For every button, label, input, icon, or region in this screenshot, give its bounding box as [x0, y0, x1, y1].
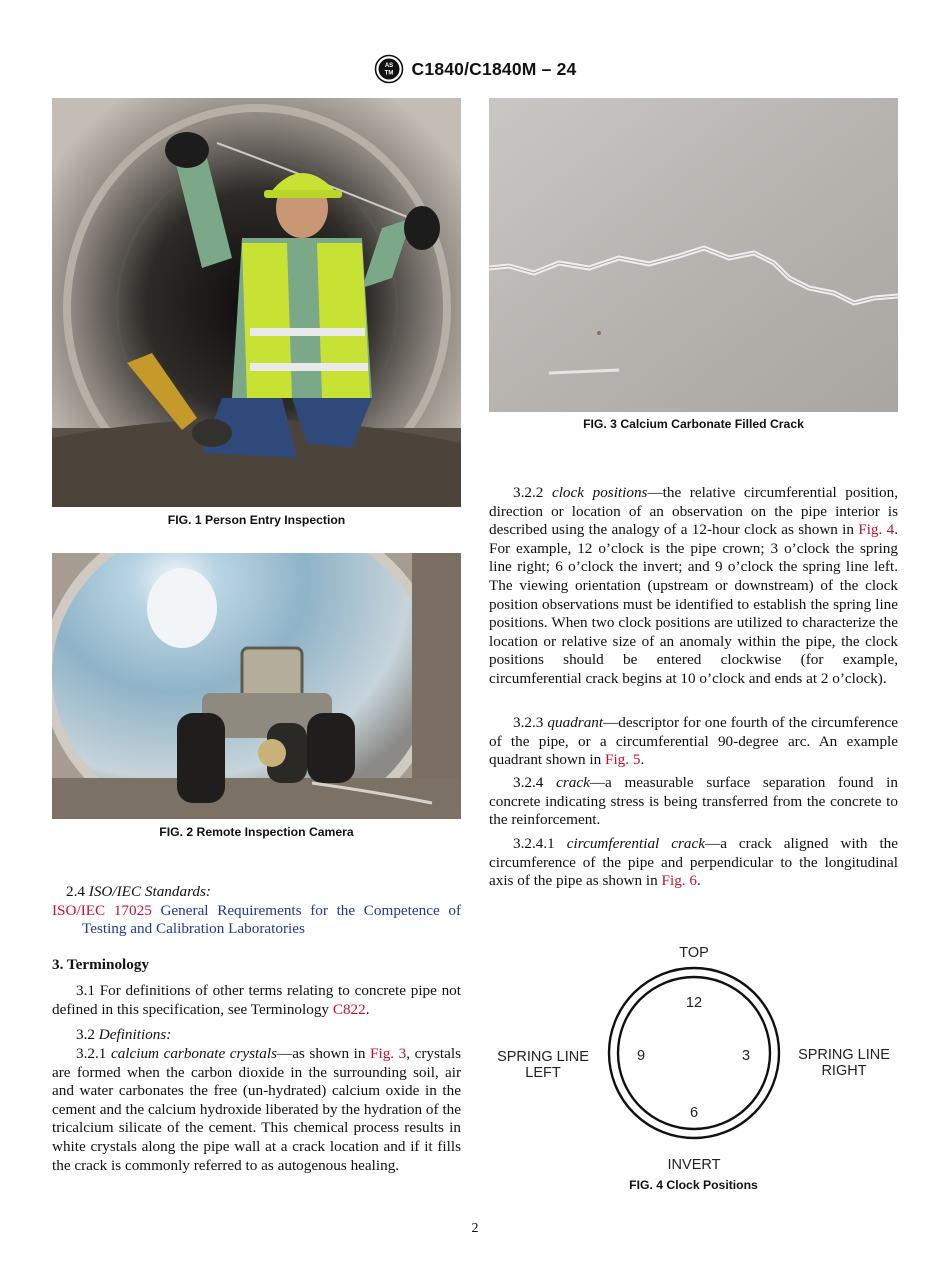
- clock-3: 3: [741, 1048, 751, 1064]
- section-2-4: [52, 883, 461, 939]
- section-number: 2.4: [66, 883, 85, 900]
- clock-12: 12: [685, 995, 703, 1011]
- page-number: 2: [471, 1221, 479, 1236]
- term: quadrant: [547, 714, 604, 731]
- fig6-link[interactable]: Fig. 6: [661, 872, 697, 890]
- page-header: [0, 52, 950, 86]
- section-3-1: 3.1 For definitions of other terms relating to concrete pipe not defined in this specification, see Terminology C822.: [52, 982, 461, 1018]
- fig4-clock-diagram: [489, 935, 898, 1175]
- clock-right-label-1: SPRING LINE: [798, 1047, 890, 1063]
- text: —the relative circumferential position, direction or location of an observation on the pipe interior is described using the analogy of a 12-hour clock as shown in: [489, 484, 898, 539]
- clock-left-label-2: LEFT: [525, 1065, 561, 1081]
- term: circumferential crack: [566, 835, 705, 852]
- fig2-photo: [52, 553, 461, 819]
- text: . For example, 12 o’clock is the pipe crown; 3 o’clock the spring line right; 6 o’clock the invert; and 9 o’clock the spring line left. The viewing orientation (upstream or downstream) of the clock position observations must be identified to establish the spring line positions. When two clock positions are utilized to characterize the location or relative size of an anomaly within the pipe, the clock positions should be entered clockwise (for example, circumferential crack begins at 10 o’clock and ends at 2 o’clock).: [489, 521, 898, 687]
- clock-9: 9: [636, 1048, 646, 1064]
- text: .: [696, 872, 701, 890]
- c822-link[interactable]: C822: [332, 1000, 366, 1018]
- section-number: 3.2.3: [513, 714, 544, 731]
- text: —a measurable surface separation found in concrete indicating stress is being transferred from the concrete to the reinforcement.: [489, 774, 898, 829]
- astm-logo-icon: [374, 54, 404, 84]
- text: —descriptor for one fourth of the circumference of the pipe, or a circumferential 90-degree arc. An example quadrant shown in: [489, 714, 898, 769]
- section-3-2: [52, 1026, 461, 1045]
- svg-text:AS: AS: [384, 63, 393, 69]
- fig2-caption: FIG. 2 Remote Inspection Camera: [159, 825, 354, 839]
- terminology-heading: 3. Terminology: [52, 956, 150, 973]
- section-number: 3.2: [76, 1026, 95, 1043]
- fig4-caption: FIG. 4 Clock Positions: [629, 1178, 758, 1192]
- fig3-photo: [489, 98, 898, 412]
- term: clock positions: [551, 484, 648, 501]
- term: crack: [556, 774, 590, 791]
- clock-right-label-2: RIGHT: [821, 1063, 867, 1079]
- iso-17025-link[interactable]: ISO/IEC 17025: [52, 901, 152, 919]
- section-3-1-text: 3.1 For definitions of other terms relating to concrete pipe not defined in this specification, see Terminology: [52, 982, 461, 1018]
- section-number: 3.2.2: [513, 484, 544, 501]
- section-3-2-4: [489, 774, 898, 830]
- document-id: C1840/C1840M – 24: [411, 58, 577, 79]
- section-title: ISO/IEC Standards:: [88, 883, 211, 900]
- text: —a crack aligned with the circumference of the pipe and perpendicular to the longitudinal axis of the pipe as shown in: [489, 835, 899, 890]
- section-number: 3.2.4.1: [513, 835, 555, 852]
- iso-17025-title-link[interactable]: General Requirements for the Competence of Testing and Calibration Laboratories: [82, 901, 462, 938]
- section-3-2-4-1: [489, 835, 898, 891]
- term: calcium carbonate crystals: [110, 1045, 277, 1062]
- section-3-2-3: [489, 714, 898, 770]
- section-title: Definitions:: [98, 1026, 172, 1043]
- fig3-caption: FIG. 3 Calcium Carbonate Filled Crack: [583, 417, 804, 431]
- clock-6: 6: [689, 1105, 699, 1121]
- text: , crystals are formed when the carbon dioxide in the surrounding soil, air and water carbonates the free (un-hydrated) calcium oxide in the cement and the calcium hydroxide liberated by the hydration of the tricalcium silicate of the cement. This chemical process results in white crystals along the pipe wall at a crack location and if it fills the crack is commonly referred to as autogenous healing.: [52, 1045, 462, 1174]
- fig4-link[interactable]: Fig. 4: [858, 521, 895, 539]
- text: —as shown in: [277, 1045, 366, 1062]
- svg-text:TM: TM: [384, 70, 393, 77]
- clock-left-label-1: SPRING LINE: [497, 1049, 589, 1065]
- clock-top-label: TOP: [679, 945, 709, 961]
- fig5-link[interactable]: Fig. 5: [605, 751, 641, 769]
- section-3-2-1: [52, 1045, 461, 1175]
- text: .: [640, 751, 645, 769]
- fig1-photo: [52, 98, 461, 507]
- section-number: 3.2.4: [513, 774, 544, 791]
- section-3-2-2: [489, 484, 898, 689]
- fig3-link[interactable]: Fig. 3: [370, 1045, 407, 1062]
- fig1-caption: FIG. 1 Person Entry Inspection: [167, 513, 346, 527]
- clock-invert-label: INVERT: [667, 1157, 721, 1173]
- section-number: 3.2.1: [76, 1045, 107, 1062]
